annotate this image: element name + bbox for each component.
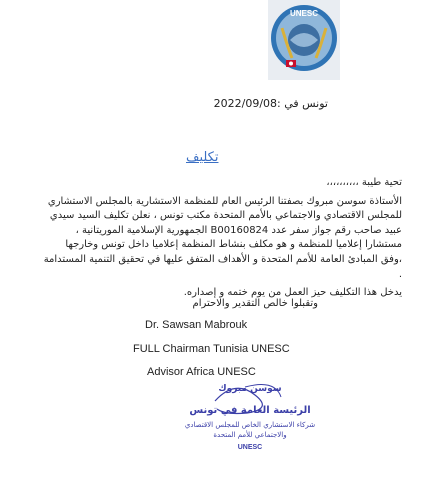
- document-title: تكليف: [186, 150, 219, 165]
- official-stamp: [175, 377, 325, 469]
- unesc-logo: [268, 0, 340, 80]
- date-line: تونس في :2022/09/08: [213, 97, 328, 110]
- svg-text:والاجتماعي للأمم المتحدة: والاجتماعي للأمم المتحدة: [213, 431, 287, 439]
- svg-text:UNESC: UNESC: [237, 444, 263, 451]
- paragraph-line: للمجلس الاقتصادي والاجتماعي بالأمم المتحدة مكتب تونس ، نعلن تكليف السيد سيدي: [49, 210, 402, 222]
- paragraph-line: عبيد صاحب رقم جواز سفر عدد B00160824 الجمهورية الإسلامية الموريتانية ،: [75, 224, 402, 236]
- greeting: تحية طيبة ،،،،،،،،،،: [326, 177, 402, 188]
- logo-text: UNESC: [289, 9, 319, 18]
- letter-body: [40, 176, 402, 301]
- effective-line: يدخل هذا التكليف حيز العمل من يوم ختمه و إصداره.: [183, 287, 402, 299]
- paragraph-line: مستشارا إعلاميا للمنظمة و هو مكلف بنشاط المنظمة إعلاميا داخل تونس وخارجها: [65, 239, 402, 251]
- signatory-name: Dr. Sawsan Mabrouk: [145, 319, 248, 331]
- paragraph-line: الأستاذة سوسن مبروك بصفتنا الرئيس العام للمنظمة الاستشارية بالمجلس الاستشاري: [47, 195, 402, 207]
- signatory-advisor: Advisor Africa UNESC: [147, 366, 256, 378]
- paragraph-line: ،وفق المبادئ العامة للأمم المتحدة و الأهداف المتفق عليها في تحقيق التنمية المستدامة .: [43, 253, 402, 280]
- svg-text:الرئيسة العامة في تونس: الرئيسة العامة في تونس: [189, 405, 311, 416]
- svg-text:شركاء الاستشاري الخاص للمجلس ا: شركاء الاستشاري الخاص للمجلس الاقتصادي: [184, 421, 316, 429]
- closing-line: وتقبلوا خالص التقدير والاحترام: [192, 298, 318, 309]
- svg-text:سوسن مبروك: سوسن مبروك: [218, 384, 282, 394]
- signatory-role: FULL Chairman Tunisia UNESC: [133, 343, 290, 355]
